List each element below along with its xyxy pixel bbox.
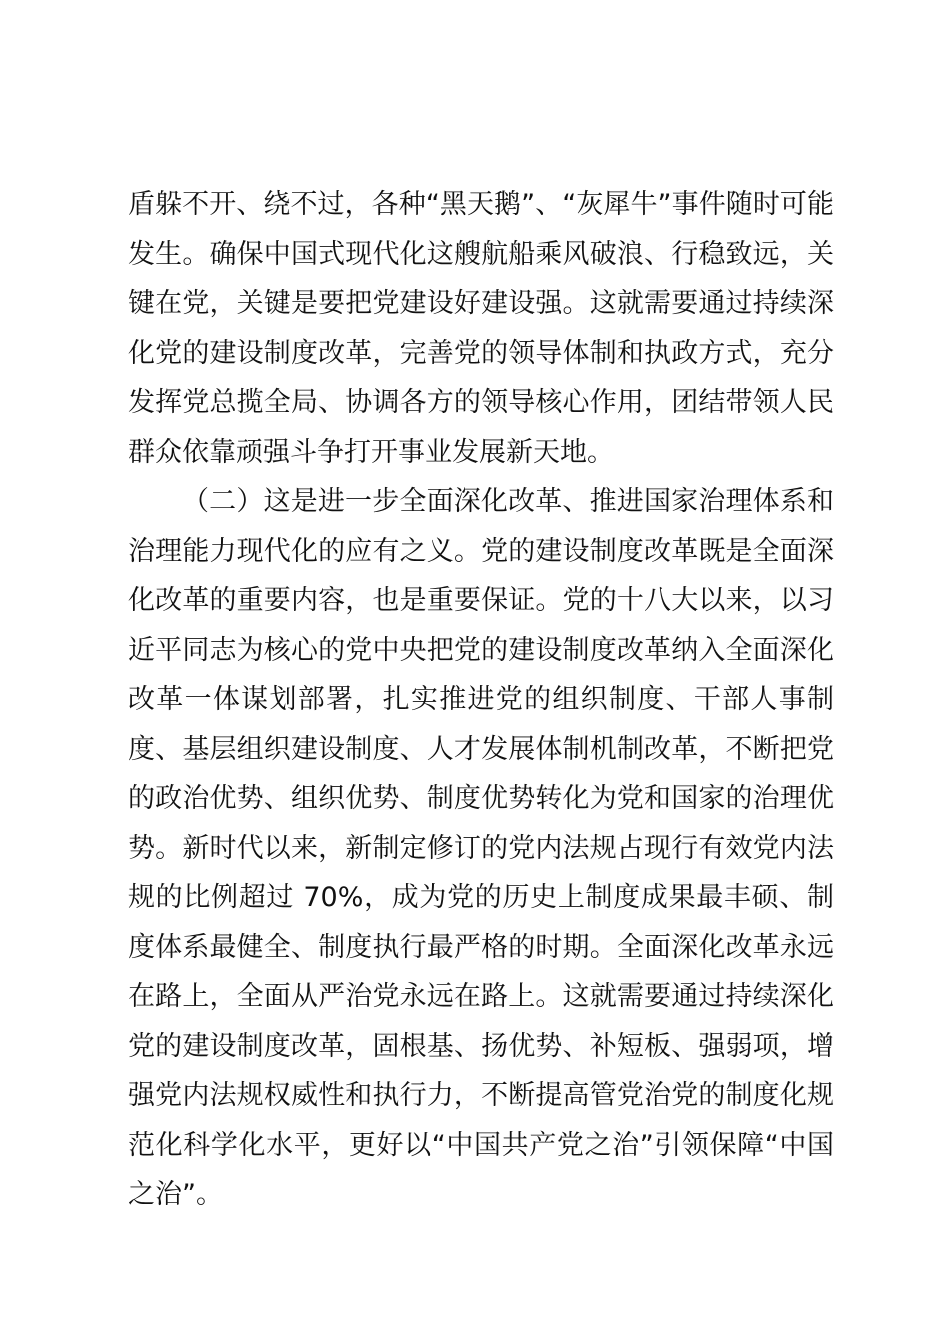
paragraph-continuation: 盾躲不开、绕不过，各种“黑天鹅”、“灰犀牛”事件随时可能发生。确保中国式现代化这艘航船乘风破浪、行稳致远，关键在党，关键是要把党建设好建设强。这就需要通过持续深化党的建设制度改革，完善党的领导体制和执政方式，充分发挥党总揽全局、协调各方的领导核心作用，团结带领人民群众依靠顽强斗争打开事业发展新天地。: [128, 189, 834, 468]
document-body: [128, 180, 834, 1220]
paragraph-section-two: （二）这是进一步全面深化改革、推进国家治理体系和治理能力现代化的应有之义。党的建设制度改革既是全面深化改革的重要内容，也是重要保证。党的十八大以来，以习近平同志为核心的党中央把党的建设制度改革纳入全面深化改革一体谋划部署，扎实推进党的组织制度、干部人事制度、基层组织建设制度、人才发展体制机制改革，不断把党的政治优势、组织优势、制度优势转化为党和国家的治理优势。新时代以来，新制定修订的党内法规占现行有效党内法规的比例超过 70%，成为党的历史上制度成果最丰硕、制度体系最健全、制度执行最严格的时期。全面深化改革永远在路上，全面从严治党永远在路上。这就需要通过持续深化党的建设制度改革，固根基、扬优势、补短板、强弱项，增强党内法规权威性和执行力，不断提高管党治党的制度化规范化科学化水平，更好以“中国共产党之治”引领保障“中国之治”。: [128, 486, 834, 1210]
